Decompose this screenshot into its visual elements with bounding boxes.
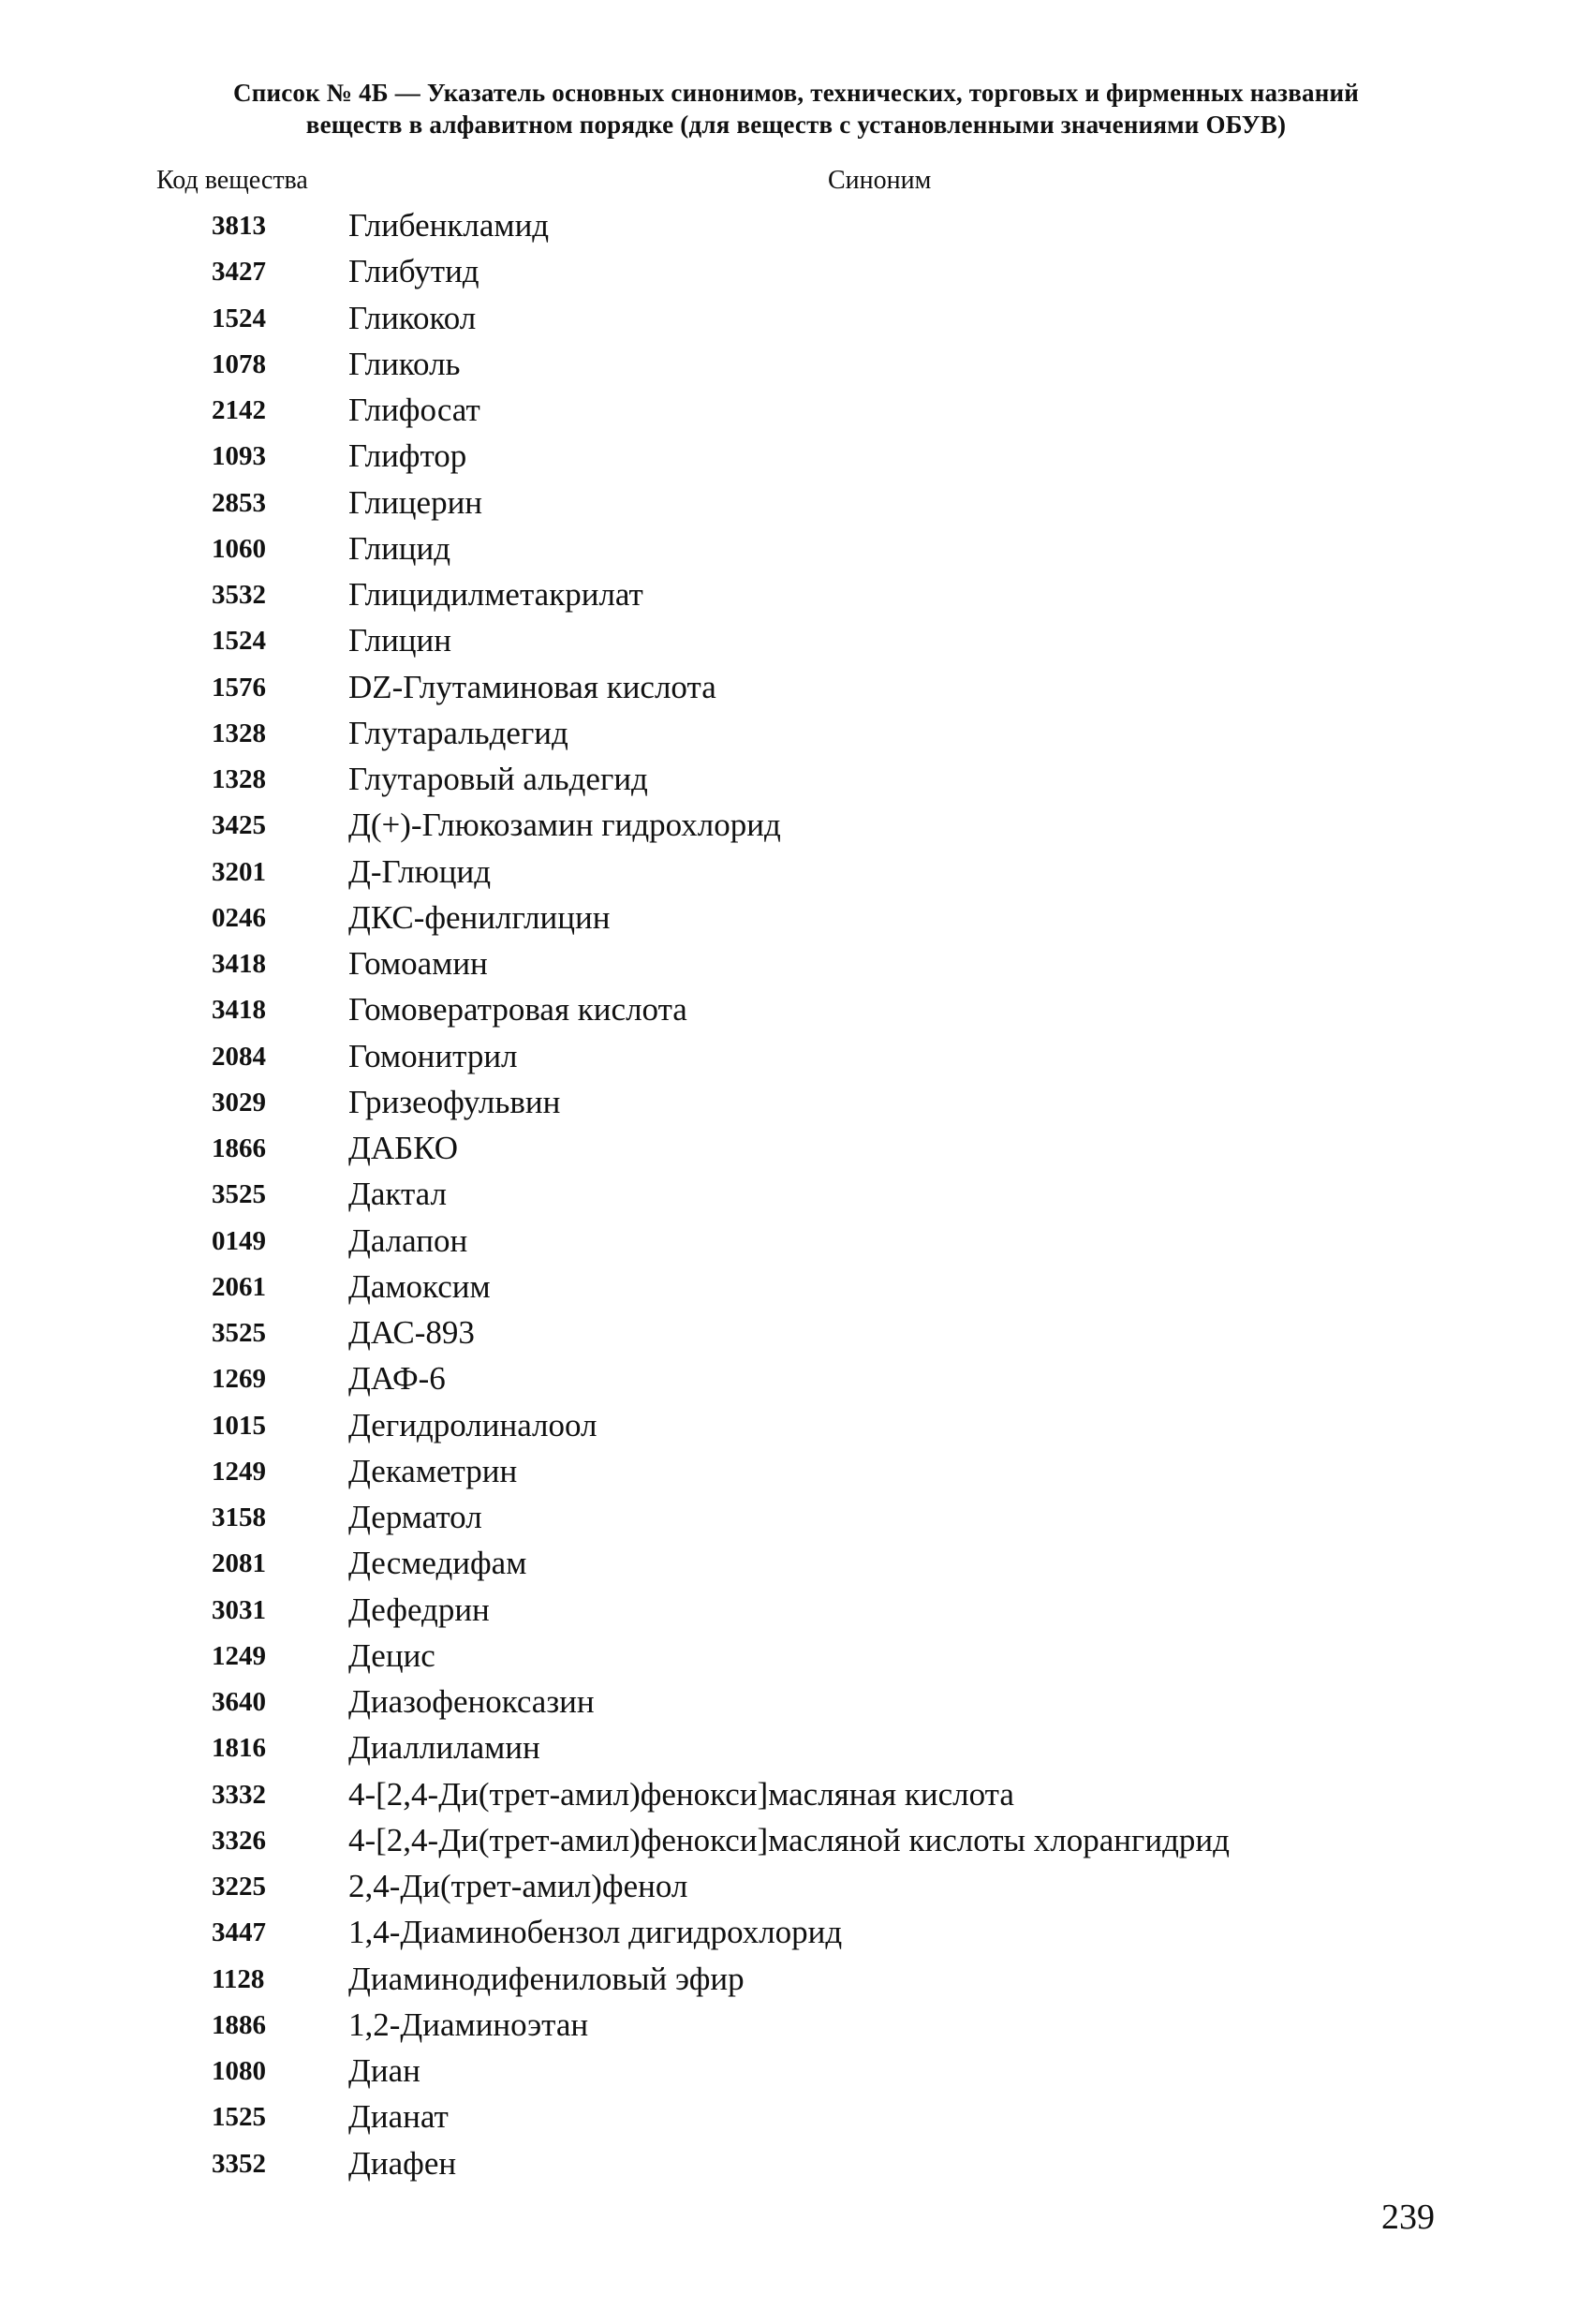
substance-code: 1525 xyxy=(212,2102,266,2133)
list-item xyxy=(0,1221,1593,1266)
list-item xyxy=(0,574,1593,620)
synonym-name: Диазофеноксазин xyxy=(348,1683,595,1720)
synonym-name: Дамоксим xyxy=(348,1267,491,1305)
synonym-name: ДАБКО xyxy=(348,1130,458,1166)
synonym-name: Диаллиламин xyxy=(348,1729,540,1767)
substance-code: 3158 xyxy=(212,1502,266,1532)
list-item xyxy=(0,1543,1593,1589)
synonym-name: Глутаровый альдегид xyxy=(348,761,648,797)
substance-code: 3813 xyxy=(212,211,266,241)
substance-code: 3418 xyxy=(212,949,266,979)
synonym-name: Д(+)-Глюкозамин гидрохлорид xyxy=(348,807,781,844)
substance-code: 1524 xyxy=(212,303,266,333)
synonym-name: Гомонитрил xyxy=(348,1037,518,1074)
list-item xyxy=(0,1727,1593,1773)
synonym-name: Декаметрин xyxy=(348,1452,518,1489)
synonym-name: Глибутид xyxy=(348,253,479,290)
synonym-name: ДАС-893 xyxy=(348,1314,475,1351)
page-number: 239 xyxy=(1381,2198,1435,2237)
list-item xyxy=(0,436,1593,481)
substance-code: 3532 xyxy=(212,580,266,610)
substance-code: 3427 xyxy=(212,257,266,288)
synonym-name: 1,4-Диаминобензол дигидрохлорид xyxy=(348,1914,843,1951)
synonym-name: 1,2-Диаминоэтан xyxy=(348,2006,589,2043)
substance-code: 1249 xyxy=(212,1456,266,1487)
list-item xyxy=(0,528,1593,574)
substance-code: 3332 xyxy=(212,1779,266,1810)
list-item xyxy=(0,1497,1593,1543)
list-item xyxy=(0,1866,1593,1912)
substance-code: 3225 xyxy=(212,1872,266,1902)
substance-code: 3525 xyxy=(212,1318,266,1348)
synonym-name: Глутаральдегид xyxy=(348,714,568,751)
list-item xyxy=(0,620,1593,666)
substance-code: 2142 xyxy=(212,395,266,425)
substance-code: 3029 xyxy=(212,1087,266,1118)
substance-code: 2061 xyxy=(212,1271,266,1302)
list-item xyxy=(0,1820,1593,1866)
substance-code: 1866 xyxy=(212,1133,266,1163)
synonym-name: Гомоамин xyxy=(348,945,488,982)
list-item xyxy=(0,713,1593,759)
synonym-name: Децис xyxy=(348,1636,435,1674)
list-item xyxy=(0,805,1593,851)
synonym-name: 4-[2,4-Ди(трет-амил)фенокси]масляной кислоты хлорангидрид xyxy=(348,1821,1230,1858)
substance-code: 1524 xyxy=(212,626,266,657)
synonym-name: Д-Глюцид xyxy=(348,852,492,890)
synonym-name: Диафен xyxy=(348,2144,457,2182)
list-item xyxy=(0,897,1593,943)
list-item xyxy=(0,1774,1593,1820)
synonym-name: 2,4-Ди(трет-амил)фенол xyxy=(348,1868,688,1904)
list-item xyxy=(0,298,1593,344)
synonym-name: Дерматол xyxy=(348,1499,482,1535)
list-item xyxy=(0,1082,1593,1128)
list-item xyxy=(0,1266,1593,1312)
list-item xyxy=(0,2143,1593,2189)
list-item xyxy=(0,1959,1593,2005)
substance-code: 1080 xyxy=(212,2056,266,2086)
synonym-name: ДКС-фенилглицин xyxy=(348,898,611,936)
synonym-name: Гризеофульвин xyxy=(348,1083,561,1120)
synonym-name: Гликокол xyxy=(348,299,477,336)
substance-code: 3425 xyxy=(212,810,266,841)
synonym-name: Гомовератровая кислота xyxy=(348,991,687,1029)
synonym-name: Глицидилметакрилат xyxy=(348,576,643,613)
list-item xyxy=(0,667,1593,713)
list-item xyxy=(0,1312,1593,1358)
substance-code: 3201 xyxy=(212,856,266,887)
list-item xyxy=(0,1912,1593,1958)
synonym-name: ДАФ-6 xyxy=(348,1360,446,1398)
synonym-name: Десмедифам xyxy=(348,1545,527,1582)
list-item xyxy=(0,251,1593,297)
list-item xyxy=(0,2005,1593,2050)
column-header-synonym: Синоним xyxy=(828,166,932,195)
substance-code: 1576 xyxy=(212,672,266,703)
substance-code: 3525 xyxy=(212,1179,266,1210)
synonym-name: Диаминодифениловый эфир xyxy=(348,1960,745,1997)
synonym-name: 4-[2,4-Ди(трет-амил)фенокси]масляная кислота xyxy=(348,1775,1014,1813)
substance-code: 1816 xyxy=(212,1733,266,1764)
list-item xyxy=(0,1405,1593,1451)
substance-code: 0246 xyxy=(212,902,266,933)
list-item xyxy=(0,759,1593,805)
list-item xyxy=(0,344,1593,390)
substance-code: 3418 xyxy=(212,995,266,1026)
substance-code: 1886 xyxy=(212,2009,266,2040)
substance-code: 0149 xyxy=(212,1225,266,1256)
substance-code: 3447 xyxy=(212,1917,266,1948)
list-item xyxy=(0,2096,1593,2142)
synonym-name: Глифосат xyxy=(348,392,480,428)
list-title-line-2: веществ в алфавитном порядке (для веществ с установленными значениями ОБУВ) xyxy=(305,111,1287,139)
substance-code: 1328 xyxy=(212,718,266,748)
substance-code: 3031 xyxy=(212,1594,266,1625)
substance-code: 3640 xyxy=(212,1687,266,1717)
substance-code: 3326 xyxy=(212,1825,266,1856)
synonym-name: Глицин xyxy=(348,622,451,659)
list-item xyxy=(0,390,1593,436)
substance-code: 1015 xyxy=(212,1410,266,1441)
synonym-name: Далапон xyxy=(348,1221,468,1259)
substance-code: 1249 xyxy=(212,1640,266,1671)
list-item xyxy=(0,1036,1593,1082)
list-item xyxy=(0,1636,1593,1681)
synonym-name: Глифтор xyxy=(348,437,467,475)
substance-code: 2853 xyxy=(212,487,266,518)
synonym-name: Диан xyxy=(348,2052,420,2089)
substance-code: 2084 xyxy=(212,1041,266,1072)
substance-code: 1060 xyxy=(212,533,266,564)
synonym-name: Дефедрин xyxy=(348,1591,490,1628)
list-item xyxy=(0,1358,1593,1404)
synonym-name: Глицид xyxy=(348,529,451,567)
synonym-name: Дактал xyxy=(348,1176,447,1213)
list-item xyxy=(0,1681,1593,1727)
list-title-line-1: Список № 4Б — Указатель основных синонимов, технических, торговых и фирменных названий xyxy=(233,79,1359,107)
substance-code: 3352 xyxy=(212,2148,266,2179)
substance-code: 1093 xyxy=(212,441,266,472)
list-item xyxy=(0,851,1593,897)
synonym-name: Глицерин xyxy=(348,483,483,521)
list-item xyxy=(0,482,1593,528)
list-item xyxy=(0,1174,1593,1220)
substance-code: 2081 xyxy=(212,1548,266,1579)
list-item xyxy=(0,205,1593,251)
list-item xyxy=(0,1128,1593,1174)
list-item xyxy=(0,989,1593,1035)
synonym-name: Дианат xyxy=(348,2098,449,2136)
synonym-name: DZ-Глутаминовая кислота xyxy=(348,668,716,705)
column-header-code: Код вещества xyxy=(156,166,308,195)
substance-code: 1078 xyxy=(212,348,266,379)
synonym-name: Дегидролиналоол xyxy=(348,1406,597,1443)
list-item xyxy=(0,1590,1593,1636)
substance-code: 1328 xyxy=(212,764,266,794)
list-item xyxy=(0,1451,1593,1497)
substance-code: 1269 xyxy=(212,1364,266,1395)
list-item xyxy=(0,2050,1593,2096)
synonym-name: Гликоль xyxy=(348,345,461,382)
synonym-list xyxy=(0,205,1593,2189)
synonym-name: Глибенкламид xyxy=(348,207,550,244)
list-item xyxy=(0,943,1593,989)
substance-code: 1128 xyxy=(212,1963,265,1994)
